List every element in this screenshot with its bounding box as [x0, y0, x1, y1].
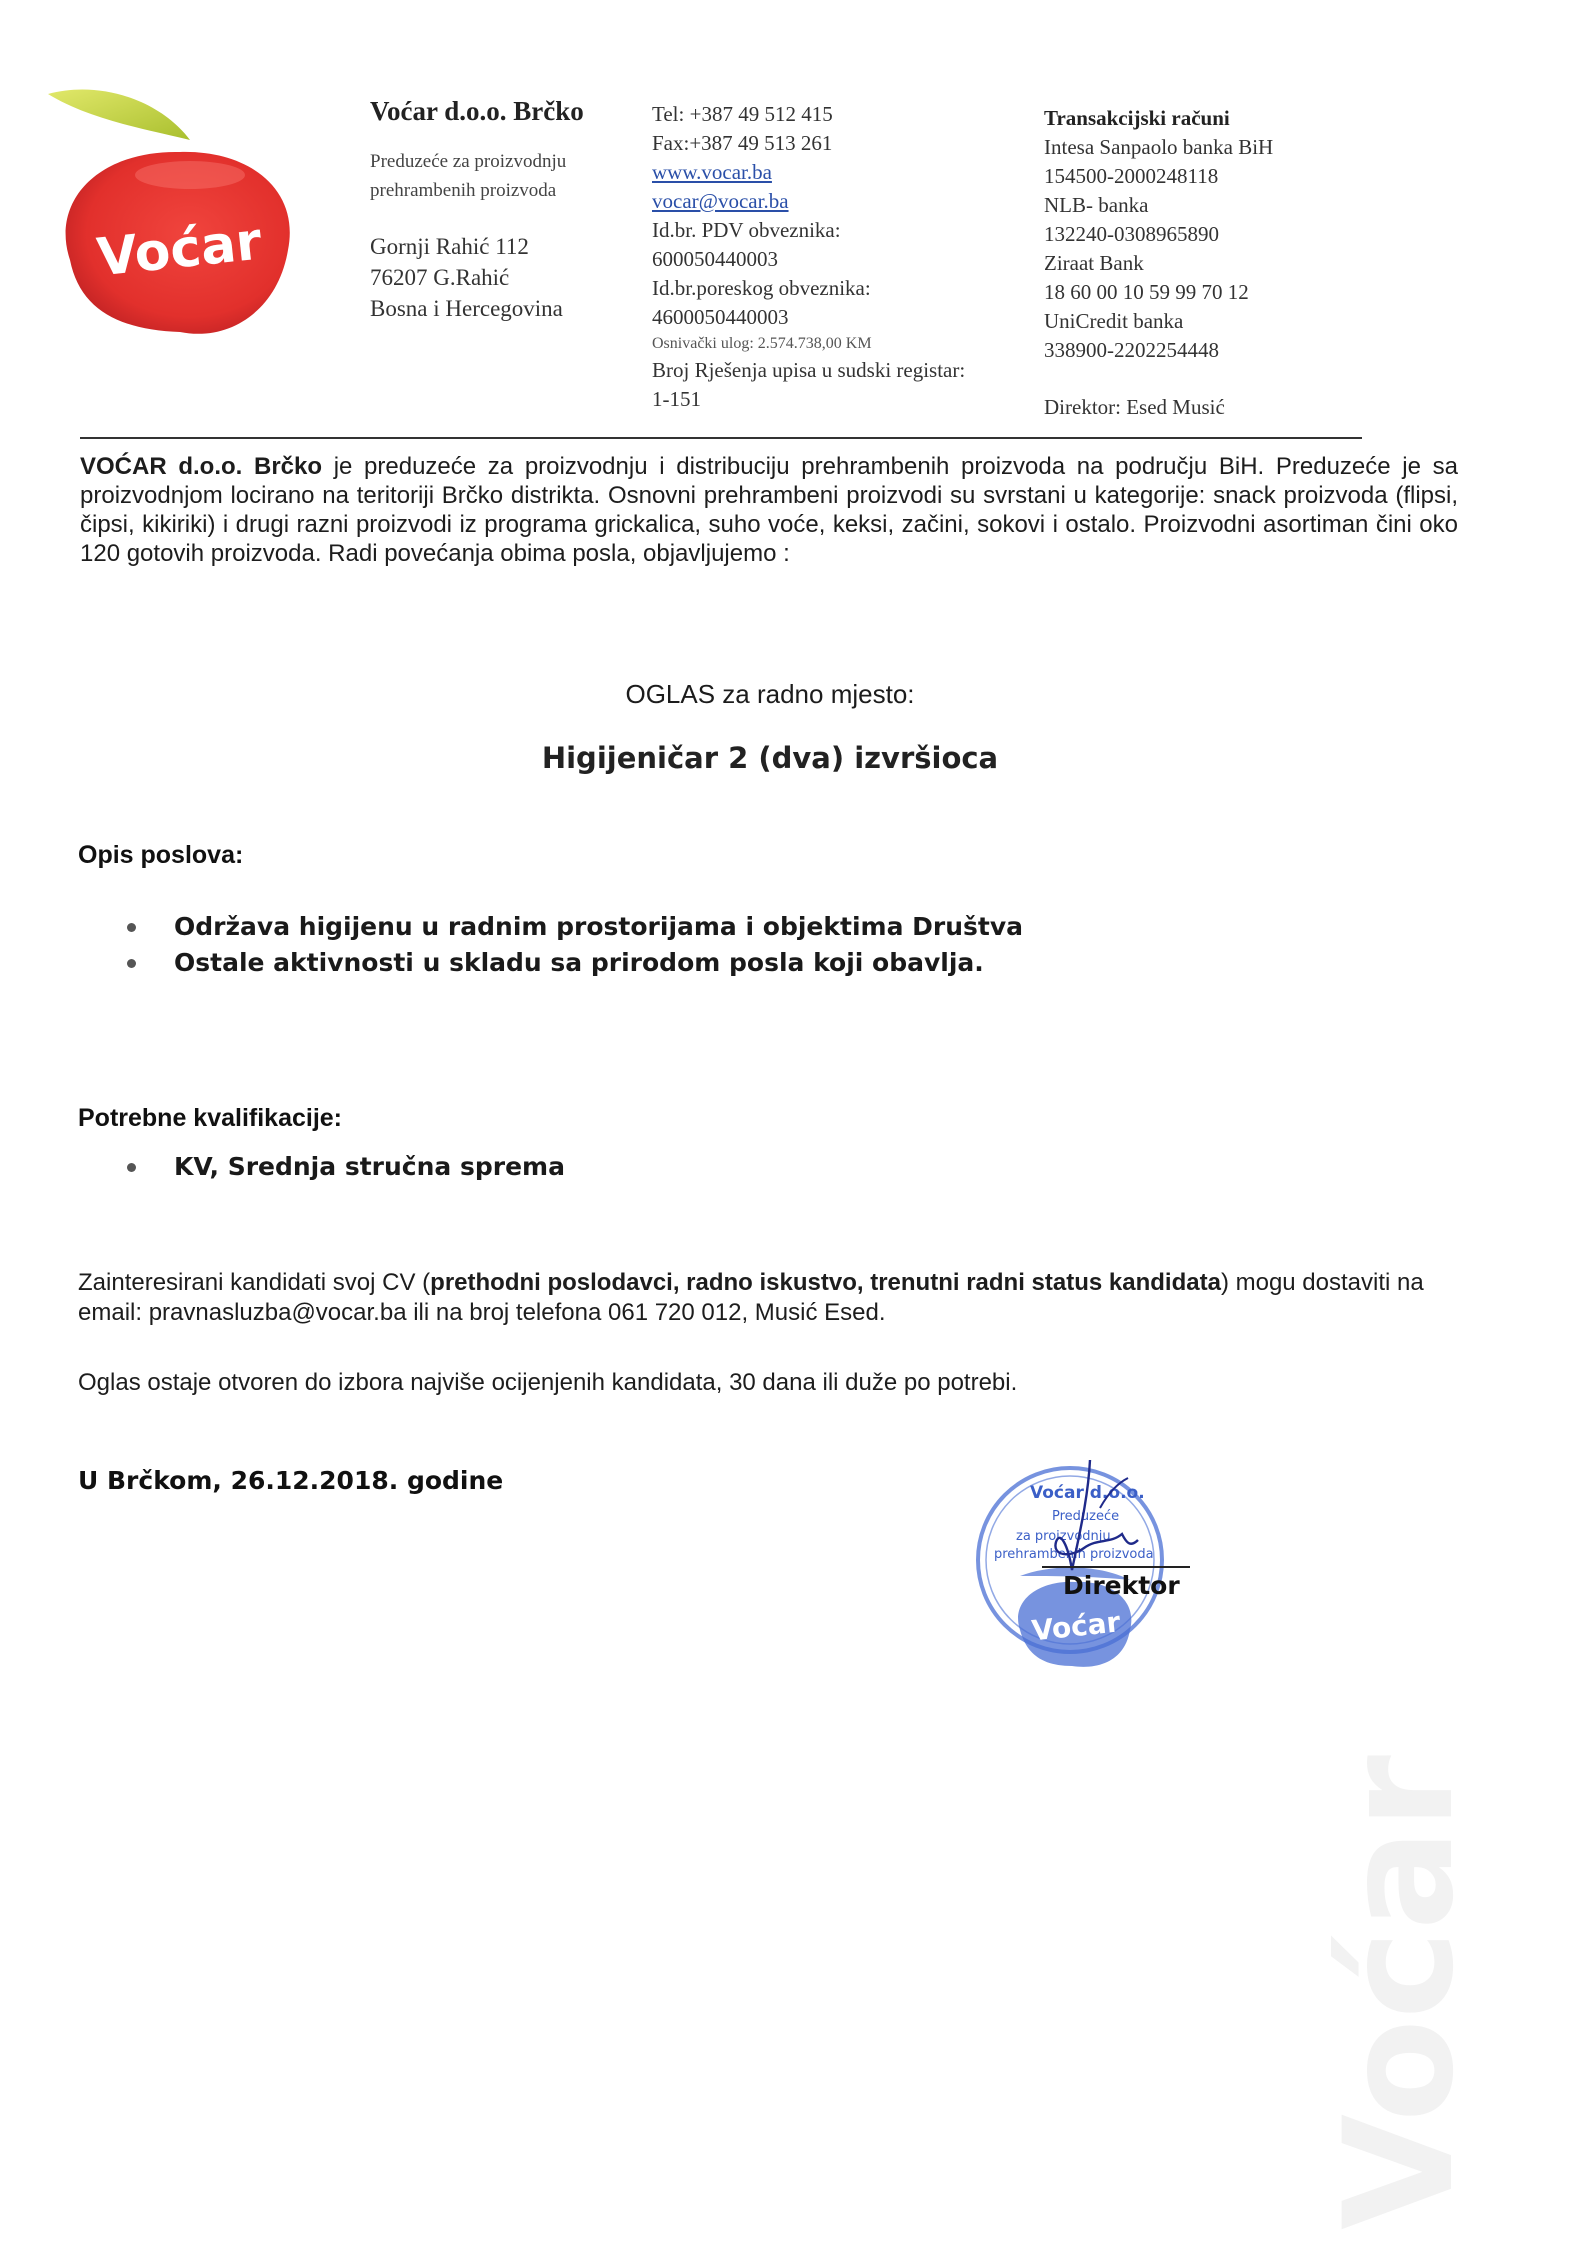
duties-heading: Opis poslova:: [78, 841, 244, 869]
bank-name: Ziraat Bank: [1044, 251, 1144, 275]
vocar-logo: [40, 80, 310, 350]
ad-position: Higijeničar 2 (dva) izvršioca: [541, 741, 999, 775]
tax-value: 4600050440003: [652, 305, 789, 329]
qualifications-heading: Potrebne kvalifikacije:: [78, 1104, 343, 1132]
company-desc-line-1: Preduzeće za proizvodnju: [370, 151, 567, 172]
website-link[interactable]: www.vocar.ba: [652, 160, 772, 184]
tax-label: Id.br.poreskog obveznika:: [652, 276, 871, 300]
intro-text: je preduzeće za proizvodnju i distribuciju prehrambenih proizvoda na području BiH. Preduzeće je sa proizvodnjom locirano na teritoriji Brčko distrikta. Osnovni prehrambeni proizvodi su svrstani u kategorije: snack proizvoda (flipsi, čipsi, kikiriki) i drugi razni proizvodi iz programa grickalica, suho voće, keksi, začini, sokovi i ostalo. Proizvodni asortiman čini oko 120 gotovih proizvoda. Radi povećanja obima posla, objavljujemo :: [80, 453, 1458, 567]
contact-info: [652, 100, 965, 414]
intro-company-name: VOĆAR d.o.o. Brčko: [80, 453, 323, 480]
bullet-icon: [127, 923, 136, 932]
address-city: 76207 G.Rahić: [370, 265, 510, 290]
company-desc-line-2: prehrambenih proizvoda: [370, 180, 557, 201]
open-note: Oglas ostaje otvoren do izbora najviše ocijenjenih kandidata, 30 dana ili duže po potrebi.: [78, 1369, 1018, 1396]
bank-account: 154500-2000248118: [1044, 164, 1219, 188]
svg-text:prehrambenih proizvoda: prehrambenih proizvoda: [994, 1547, 1154, 1562]
address-country: Bosna i Hercegovina: [370, 296, 563, 321]
header-divider: [80, 437, 1362, 439]
logo-text: Voćar: [94, 211, 265, 289]
list-item: Ostale aktivnosti u skladu sa prirodom posla koji obavlja.: [122, 945, 1023, 981]
duties-list: [122, 909, 1023, 981]
bank-account: 132240-0308965890: [1044, 222, 1219, 246]
register-value: 1-151: [652, 387, 701, 411]
company-stamp: [960, 1430, 1210, 1700]
svg-text:Preduzeće: Preduzeće: [1052, 1509, 1120, 1524]
telephone: Tel: +387 49 512 415: [652, 102, 833, 126]
list-item: KV, Srednja stručna sprema: [122, 1149, 565, 1185]
signature-title: Direktor: [1063, 1571, 1180, 1600]
application-paragraph: Zainteresirani kandidati svoj CV (prethodni poslodavci, radno iskustvo, trenutni radni status kandidata) mogu dostaviti na email: pravnasluzba@vocar.ba ili na broj telefona 061 720 012, Musić Esed.: [78, 1269, 1424, 1326]
intro-paragraph: [80, 452, 1458, 568]
pdv-value: 600050440003: [652, 247, 778, 271]
qualifications-list: [122, 1149, 565, 1185]
pdv-label: Id.br. PDV obveznika:: [652, 218, 841, 242]
header-director: Direktor: Esed Musić: [1044, 395, 1225, 419]
company-info: [370, 96, 584, 324]
list-item: Održava higijenu u radnim prostorijama i objektima Društva: [122, 909, 1023, 945]
email-link[interactable]: vocar@vocar.ba: [652, 189, 789, 213]
founding-capital: Osnivački ulog: 2.574.738,00 KM: [652, 335, 872, 352]
svg-text:Voćar: Voćar: [1030, 1605, 1122, 1648]
bank-account: 18 60 00 10 59 99 70 12: [1044, 280, 1249, 304]
bank-name: UniCredit banka: [1044, 309, 1184, 333]
svg-text:Voćar d.o.o.: Voćar d.o.o.: [1030, 1483, 1145, 1503]
bank-name: NLB- banka: [1044, 193, 1149, 217]
svg-text:Voćar: Voćar: [1313, 1754, 1487, 2230]
bank-accounts: [1044, 104, 1273, 422]
bullet-icon: [127, 959, 136, 968]
fax: Fax:+387 49 513 261: [652, 131, 833, 155]
place-date: U Brčkom, 26.12.2018. godine: [78, 1466, 504, 1495]
address-street: Gornji Rahić 112: [370, 234, 529, 259]
bank-name: Intesa Sanpaolo banka BiH: [1044, 135, 1274, 159]
bank-account: 338900-2202254448: [1044, 338, 1219, 362]
svg-text:za proizvodnju: za proizvodnju: [1016, 1529, 1111, 1544]
accounts-title: Transakcijski računi: [1044, 106, 1230, 130]
company-name: Voćar d.o.o. Brčko: [370, 96, 584, 126]
ad-title: OGLAS za radno mjesto:: [625, 679, 915, 709]
application-requirements: prethodni poslodavci, radno iskustvo, trenutni radni status kandidata: [430, 1269, 1221, 1296]
bullet-icon: [127, 1163, 136, 1172]
vocar-watermark: [1313, 1560, 1487, 2240]
register-label: Broj Rješenja upisa u sudski registar:: [652, 358, 966, 382]
